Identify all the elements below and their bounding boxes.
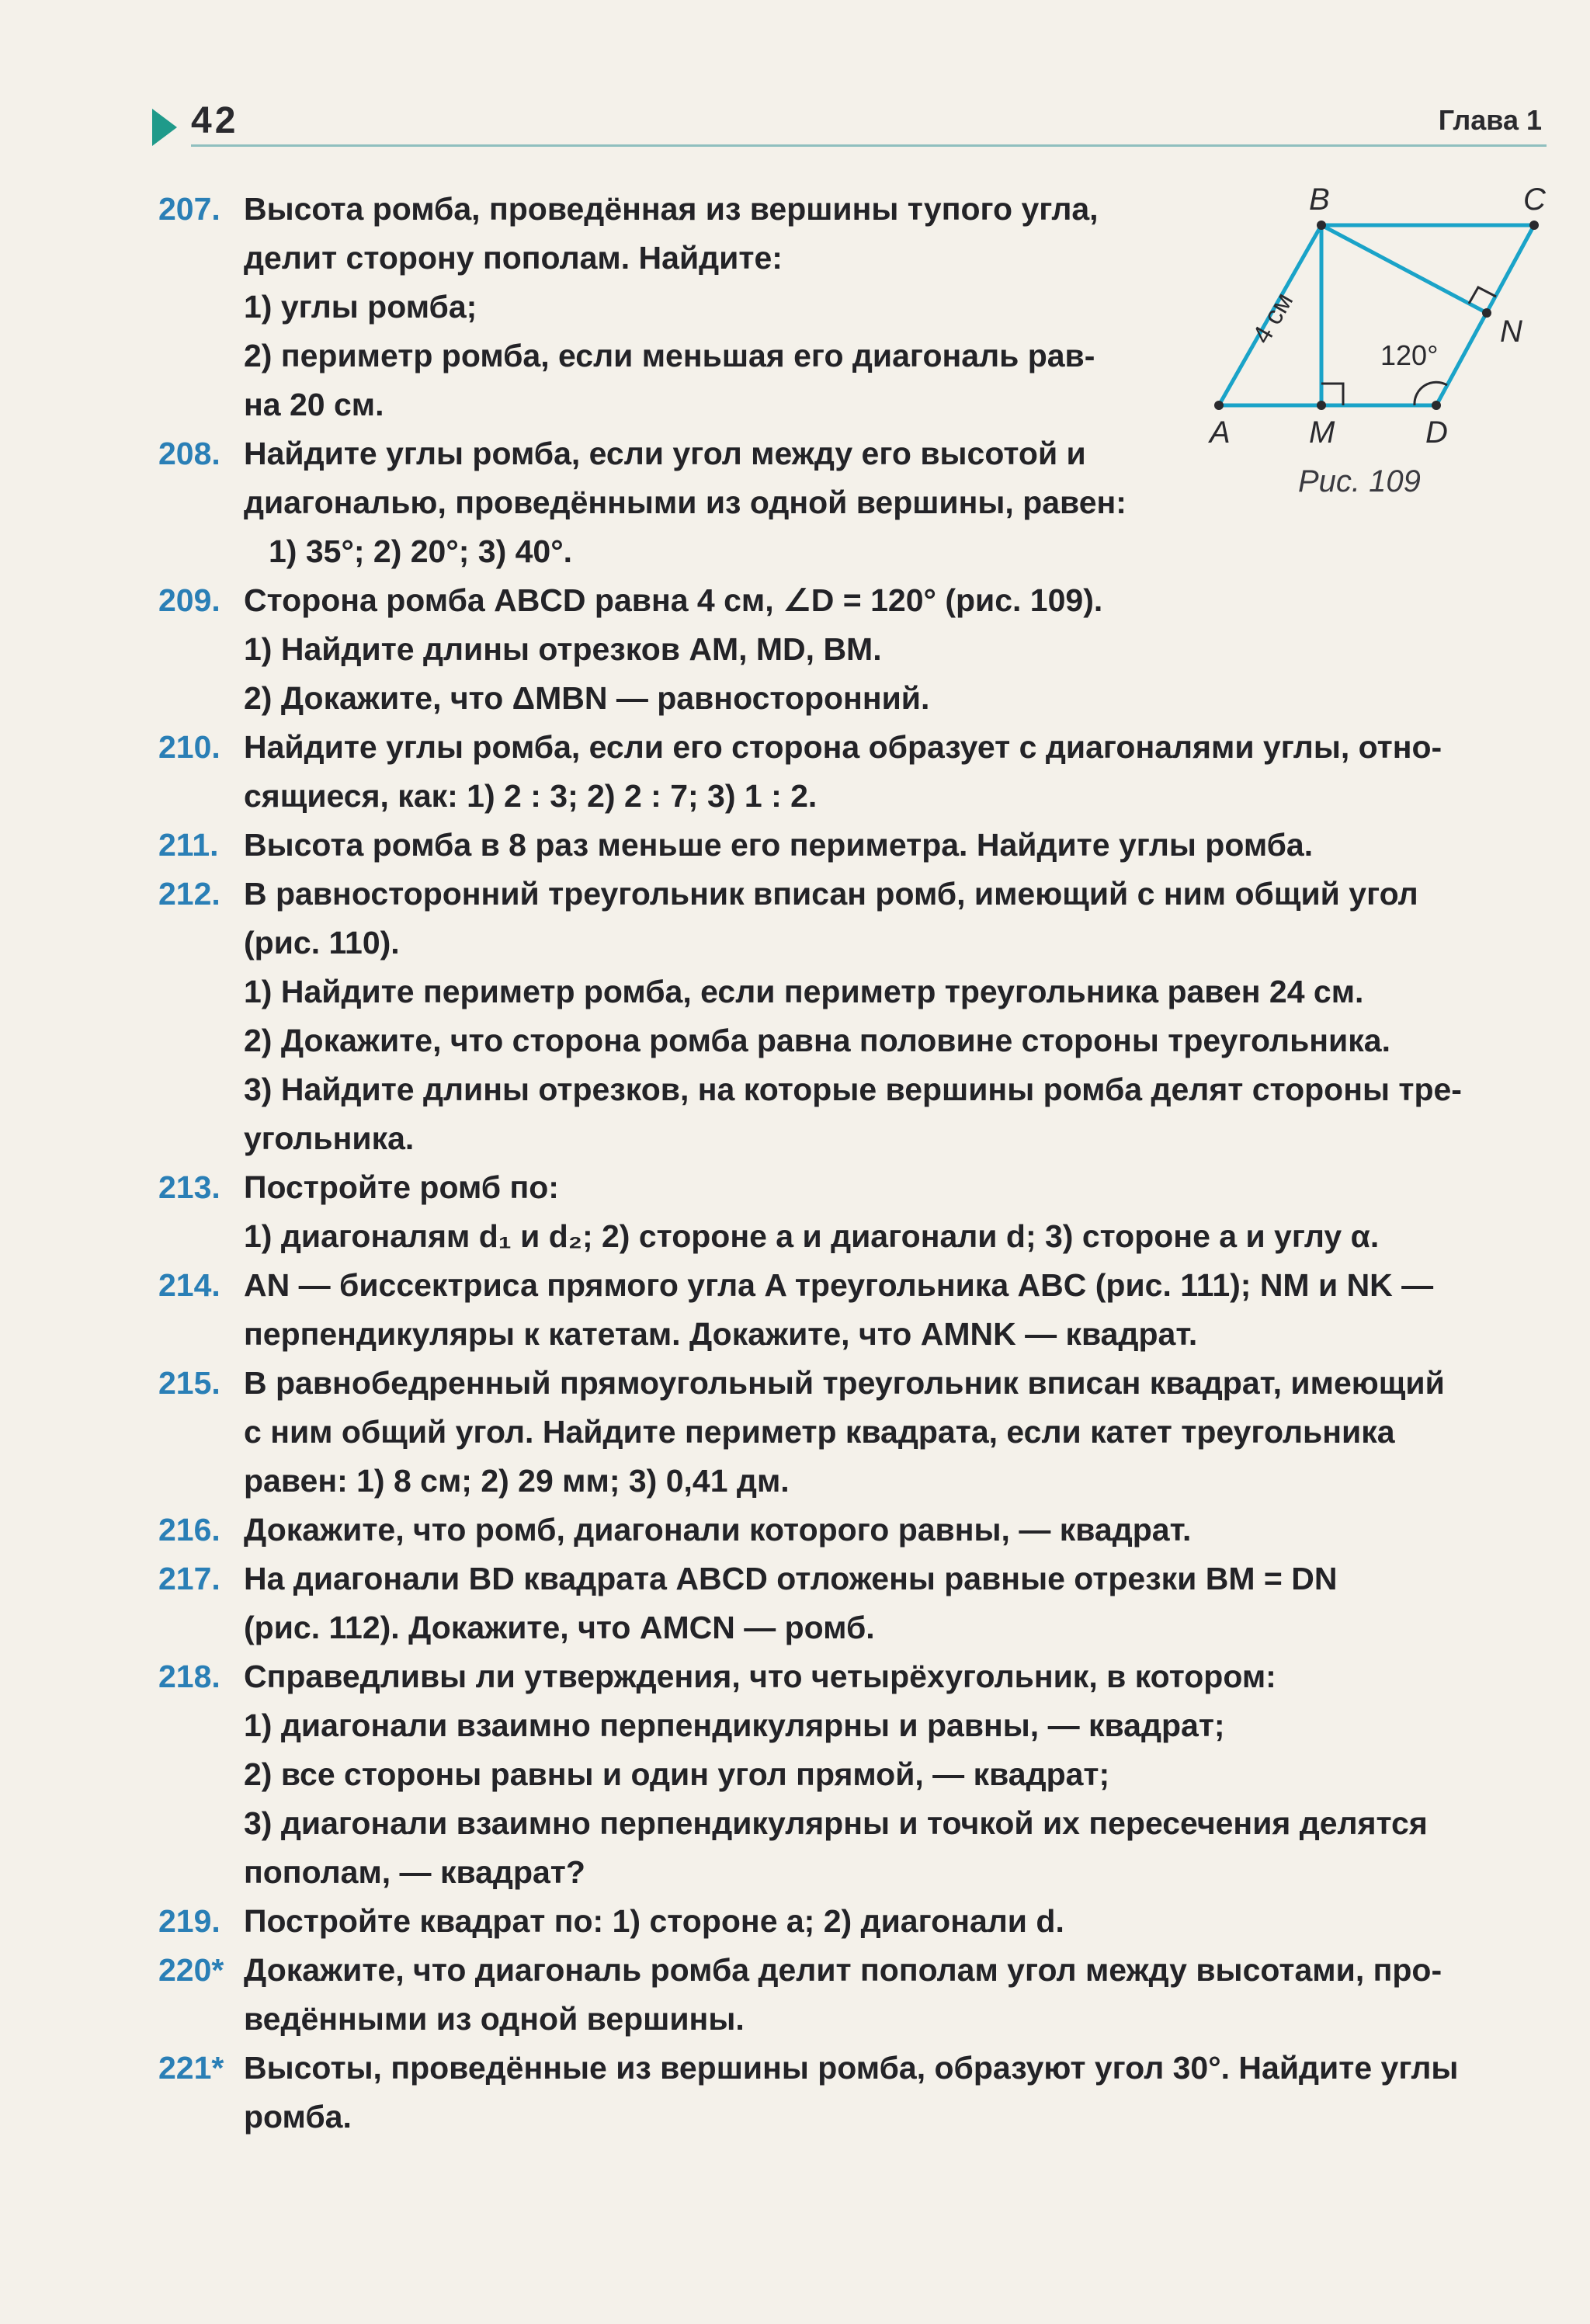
problem-215 xyxy=(158,1359,1556,1506)
problem-213 xyxy=(158,1163,1556,1261)
problem-text: Высоты, проведённые из вершины ромба, образуют угол 30°. Найдите углы xyxy=(244,2050,1459,2086)
side-length-label: 4 см xyxy=(1247,287,1300,349)
problem-219 xyxy=(158,1897,1556,1946)
problem-text: 3) Найдите длины отрезков, на которые вершины ромба делят стороны тре- xyxy=(244,1072,1462,1107)
problem-number: 212. xyxy=(158,876,220,912)
problem-text: равен: 1) 8 см; 2) 29 мм; 3) 0,41 дм. xyxy=(244,1463,790,1499)
problem-number: 217. xyxy=(158,1561,220,1596)
problem-number: 220* xyxy=(158,1952,224,1988)
problem-text: 1) 35°; 2) 20°; 3) 40°. xyxy=(269,533,573,569)
problem-212 xyxy=(158,870,1556,1163)
label-m: M xyxy=(1309,415,1335,450)
problem-text: 1) Найдите длины отрезков AM, MD, BM. xyxy=(244,631,882,667)
problem-text: делит сторону пополам. Найдите: xyxy=(244,240,783,276)
problem-text: На диагонали BD квадрата ABCD отложены равные отрезки BM = DN xyxy=(244,1561,1338,1596)
problem-text: 2) все стороны равны и один угол прямой, — квадрат; xyxy=(244,1756,1110,1792)
problem-221 xyxy=(158,2044,1556,2142)
problem-number: 214. xyxy=(158,1267,220,1303)
problem-number: 209. xyxy=(158,582,220,618)
problem-number: 216. xyxy=(158,1512,220,1548)
problem-214 xyxy=(158,1261,1556,1359)
problem-text: (рис. 110). xyxy=(244,925,400,961)
problem-text: (рис. 112). Докажите, что AMCN — ромб. xyxy=(244,1610,875,1645)
problem-text: Постройте квадрат по: 1) стороне a; 2) диагонали d. xyxy=(244,1903,1064,1939)
problem-text: В равносторонний треугольник вписан ромб, имеющий с ним общий угол xyxy=(244,876,1418,912)
problem-208 xyxy=(158,429,1250,576)
problem-text: 2) Докажите, что сторона ромба равна половине стороны треугольника. xyxy=(244,1023,1390,1058)
problem-number: 219. xyxy=(158,1903,220,1939)
problem-list xyxy=(158,185,1556,2142)
problem-text: пополам, — квадрат? xyxy=(244,1854,585,1890)
problem-number: 215. xyxy=(158,1365,220,1401)
problem-text: Найдите углы ромба, если его сторона образует с диагоналями углы, отно- xyxy=(244,729,1442,765)
problem-text: Высота ромба, проведённая из вершины тупого угла, xyxy=(244,191,1099,227)
problem-209 xyxy=(158,576,1556,723)
problem-number: 218. xyxy=(158,1659,220,1694)
page-arrow-icon xyxy=(152,109,177,146)
problem-number: 211. xyxy=(158,827,219,863)
problem-number: 208. xyxy=(158,436,220,471)
label-n: N xyxy=(1500,314,1522,349)
problem-text: В равнобедренный прямоугольный треугольник вписан квадрат, имеющий xyxy=(244,1365,1445,1401)
problem-text: Докажите, что ромб, диагонали которого равны, — квадрат. xyxy=(244,1512,1192,1548)
problem-text: на 20 см. xyxy=(244,387,384,422)
problem-text: угольника. xyxy=(244,1120,415,1156)
problem-number: 210. xyxy=(158,729,220,765)
label-a: A xyxy=(1210,415,1231,450)
header-rule xyxy=(191,144,1547,147)
page-header xyxy=(152,99,1547,146)
problem-text: диагональю, проведёнными из одной вершины, равен: xyxy=(244,485,1127,520)
problem-220 xyxy=(158,1946,1556,2044)
angle-label: 120° xyxy=(1380,339,1439,371)
label-d: D xyxy=(1425,415,1448,450)
problem-text: 1) углы ромба; xyxy=(244,289,477,325)
figure-caption: Рис. 109 xyxy=(1298,464,1421,498)
label-c: C xyxy=(1523,182,1546,217)
problem-text: Сторона ромба ABCD равна 4 см, ∠D = 120° (рис. 109). xyxy=(244,582,1103,618)
problem-211 xyxy=(158,821,1556,870)
problem-text: 2) Докажите, что ΔMBN — равносторонний. xyxy=(244,680,930,716)
label-b: B xyxy=(1309,182,1330,217)
problem-text: Докажите, что диагональ ромба делит пополам угол между высотами, про- xyxy=(244,1952,1442,1988)
problem-210 xyxy=(158,723,1556,821)
problem-text: Найдите углы ромба, если угол между его высотой и xyxy=(244,436,1086,471)
problem-text: AN — биссектриса прямого угла A треугольника ABC (рис. 111); NM и NK — xyxy=(244,1267,1434,1303)
problem-text: ромба. xyxy=(244,2099,352,2135)
problem-text: 1) диагонали взаимно перпендикулярны и равны, — квадрат; xyxy=(244,1707,1225,1743)
problem-text: 3) диагонали взаимно перпендикулярны и точкой их пересечения делятся xyxy=(244,1805,1428,1841)
problem-207 xyxy=(158,185,1250,429)
page-number: 42 xyxy=(191,100,239,141)
problem-text: Справедливы ли утверждения, что четырёхугольник, в котором: xyxy=(244,1659,1276,1694)
problem-number: 213. xyxy=(158,1169,220,1205)
problem-text: 1) Найдите периметр ромба, если периметр треугольника равен 24 см. xyxy=(244,974,1364,1009)
problem-216 xyxy=(158,1506,1556,1555)
problem-text: ведёнными из одной вершины. xyxy=(244,2001,745,2037)
problem-text: сящиеся, как: 1) 2 : 3; 2) 2 : 7; 3) 1 : 2. xyxy=(244,778,818,814)
problem-text: Высота ромба в 8 раз меньше его периметра. Найдите углы ромба. xyxy=(244,827,1314,863)
problem-text: с ним общий угол. Найдите периметр квадрата, если катет треугольника xyxy=(244,1414,1395,1450)
problem-218 xyxy=(158,1652,1556,1897)
problem-217 xyxy=(158,1555,1556,1652)
problem-number: 207. xyxy=(158,191,220,227)
problem-text: 2) периметр ромба, если меньшая его диагональ рав- xyxy=(244,338,1095,373)
problem-text: 1) диагоналям d₁ и d₂; 2) стороне a и диагонали d; 3) стороне a и углу α. xyxy=(244,1218,1380,1254)
problem-number: 221* xyxy=(158,2050,224,2086)
chapter-title: Глава 1 xyxy=(1438,104,1542,136)
problem-text: перпендикуляры к катетам. Докажите, что AMNK — квадрат. xyxy=(244,1316,1198,1352)
problem-text: Постройте ромб по: xyxy=(244,1169,559,1205)
